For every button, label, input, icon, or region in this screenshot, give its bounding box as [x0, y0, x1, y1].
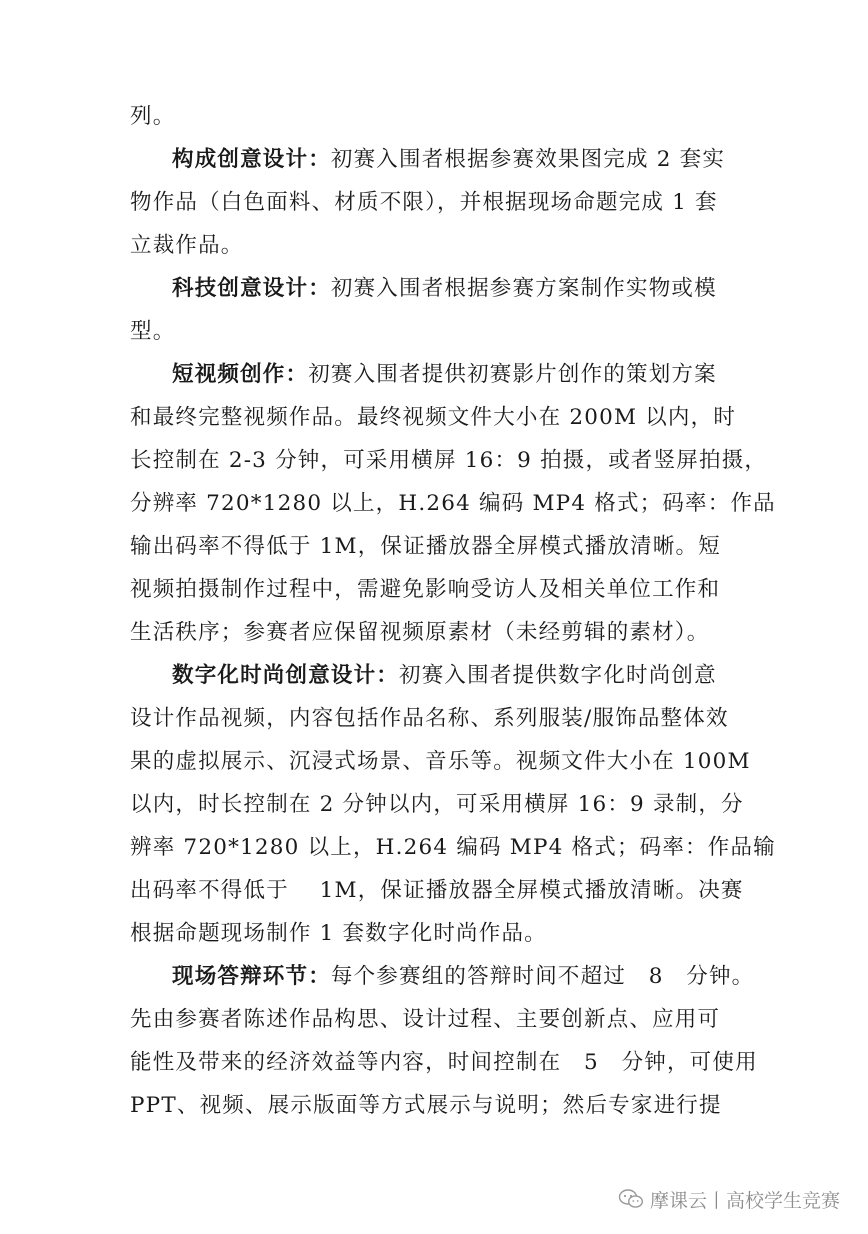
text-line: PPT、视频、展示版面等方式展示与说明；然后专家进行提 — [130, 1093, 722, 1118]
text-line: 出码率不得低于 1M，保证播放器全屏模式播放清晰。决赛 — [130, 878, 744, 903]
section-label: 科技创意设计： — [172, 276, 331, 301]
text-line: 物作品（白色面料、材质不限），并根据现场命题完成 1 套 — [130, 190, 718, 215]
paragraph-digital-fashion: 数字化时尚创意设计：初赛入围者提供数字化时尚创意 — [172, 663, 717, 688]
text-line: 型。 — [130, 319, 176, 344]
text-line: 设计作品视频，内容包括作品名称、系列服装/服饰品整体效 — [130, 706, 729, 731]
section-label: 短视频创作： — [172, 362, 309, 387]
paragraph-defense: 现场答辩环节：每个参赛组的答辩时间不超过 8 分钟。 — [172, 964, 755, 989]
watermark-text: 摩课云丨高校学生竞赛 — [649, 1189, 840, 1212]
text-line: 长控制在 2-3 分钟，可采用横屏 16：9 拍摄，或者竖屏拍摄， — [130, 448, 768, 473]
text-line: 果的虚拟展示、沉浸式场景、音乐等。视频文件大小在 100M — [130, 749, 751, 774]
text-line: 输出码率不得低于 1M，保证播放器全屏模式播放清晰。短 — [130, 534, 721, 559]
section-label: 数字化时尚创意设计： — [172, 663, 400, 688]
watermark-footer — [618, 1183, 840, 1215]
text-line: 辨率 720*1280 以上，H.264 编码 MP4 格式；码率：作品输 — [130, 835, 776, 860]
text-line: 列。 — [130, 104, 176, 129]
text-line: 生活秩序；参赛者应保留视频原素材（未经剪辑的素材）。 — [130, 620, 710, 645]
wechat-icon — [618, 1188, 644, 1210]
text-line: 视频拍摄制作过程中，需避免影响受访人及相关单位工作和 — [130, 577, 721, 602]
text-line: 根据命题现场制作 1 套数字化时尚作品。 — [130, 921, 547, 946]
section-label: 现场答辩环节： — [172, 964, 331, 989]
text-line: 以内，时长控制在 2 分钟以内，可采用横屏 16：9 录制，分 — [130, 792, 744, 817]
text-line: 和最终完整视频作品。最终视频文件大小在 200M 以内，时 — [130, 405, 737, 430]
paragraph-tech-design: 科技创意设计：初赛入围者根据参赛方案制作实物或模 — [172, 276, 717, 301]
text-line: 能性及带来的经济效益等内容，时间控制在 5 分钟，可使用 — [130, 1050, 758, 1075]
paragraph-construction-design: 构成创意设计：初赛入围者根据参赛效果图完成 2 套实 — [172, 147, 726, 172]
text-line: 分辨率 720*1280 以上，H.264 编码 MP4 格式；码率：作品 — [130, 491, 776, 516]
paragraph-short-video: 短视频创作：初赛入围者提供初赛影片创作的策划方案 — [172, 362, 717, 387]
text-line: 先由参赛者陈述作品构思、设计过程、主要创新点、应用可 — [130, 1007, 721, 1032]
text-line: 立裁作品。 — [130, 233, 244, 258]
section-label: 构成创意设计： — [172, 147, 331, 172]
